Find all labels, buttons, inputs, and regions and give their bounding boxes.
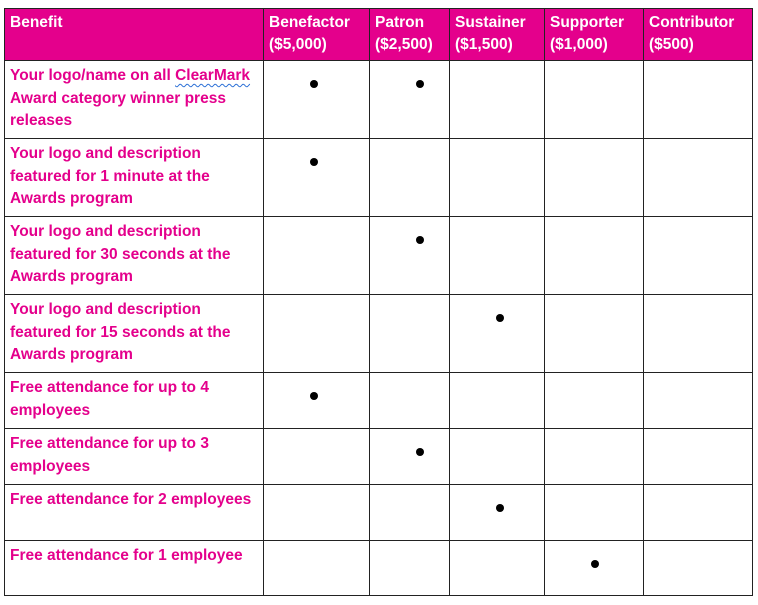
table-row: [5, 541, 753, 596]
benefit-cell: Your logo and description featured for 30 seconds at the Awards program: [5, 217, 264, 295]
tier-cell: [644, 295, 753, 373]
table-row: [5, 429, 753, 485]
bullet-icon: [310, 158, 318, 166]
tier-cell: [370, 295, 450, 373]
benefit-cell: Your logo/name on all ClearMark Award category winner press releases: [5, 61, 264, 139]
tier-cell: [370, 485, 450, 541]
bullet-icon: [416, 236, 424, 244]
bullet-icon: [310, 392, 318, 400]
tier-cell: [644, 429, 753, 485]
tier-cell: [264, 61, 370, 139]
bullet-icon: [310, 80, 318, 88]
header-row: [5, 9, 753, 61]
tier-cell: [545, 485, 644, 541]
table-row: [5, 217, 753, 295]
tier-cell: [370, 541, 450, 596]
tier-cell: [450, 485, 545, 541]
tier-cell: [370, 139, 450, 217]
header-supporter: Supporter ($1,000): [545, 9, 644, 61]
header-patron: Patron ($2,500): [370, 9, 450, 61]
tier-cell: [644, 373, 753, 429]
table-row: [5, 373, 753, 429]
tier-cell: [264, 373, 370, 429]
tier-cell: [264, 217, 370, 295]
table-row: [5, 485, 753, 541]
tier-cell: [644, 139, 753, 217]
tier-cell: [370, 217, 450, 295]
tier-cell: [545, 61, 644, 139]
tier-cell: [545, 429, 644, 485]
tier-cell: [264, 541, 370, 596]
header-benefit: Benefit: [5, 9, 264, 61]
tier-cell: [264, 295, 370, 373]
tier-cell: [545, 217, 644, 295]
tier-cell: [450, 295, 545, 373]
tier-cell: [545, 295, 644, 373]
table-row: [5, 61, 753, 139]
tier-cell: [545, 139, 644, 217]
header-sustainer: Sustainer ($1,500): [450, 9, 545, 61]
benefit-cell: Free attendance for up to 3 employees: [5, 429, 264, 485]
bullet-icon: [496, 314, 504, 322]
tier-cell: [370, 61, 450, 139]
bullet-icon: [496, 504, 504, 512]
benefit-cell: Your logo and description featured for 15 seconds at the Awards program: [5, 295, 264, 373]
tier-cell: [450, 429, 545, 485]
table-row: [5, 139, 753, 217]
sponsorship-benefits-table: [4, 8, 753, 596]
spellcheck-flagged-word: ClearMark: [175, 67, 251, 84]
tier-cell: [264, 429, 370, 485]
tier-cell: [370, 373, 450, 429]
bullet-icon: [416, 448, 424, 456]
tier-cell: [450, 139, 545, 217]
tier-cell: [450, 217, 545, 295]
benefit-cell: Free attendance for up to 4 employees: [5, 373, 264, 429]
tier-cell: [264, 485, 370, 541]
tier-cell: [644, 61, 753, 139]
bullet-icon: [591, 560, 599, 568]
tier-cell: [545, 541, 644, 596]
header-contributor: Contributor ($500): [644, 9, 753, 61]
benefit-cell: Your logo and description featured for 1 minute at the Awards program: [5, 139, 264, 217]
tier-cell: [264, 139, 370, 217]
header-benefactor: Benefactor ($5,000): [264, 9, 370, 61]
tier-cell: [644, 541, 753, 596]
tier-cell: [450, 541, 545, 596]
tier-cell: [370, 429, 450, 485]
benefit-cell: Free attendance for 2 employees: [5, 485, 264, 541]
table-row: [5, 295, 753, 373]
tier-cell: [450, 373, 545, 429]
tier-cell: [644, 217, 753, 295]
benefit-cell: Free attendance for 1 employee: [5, 541, 264, 596]
tier-cell: [450, 61, 545, 139]
tier-cell: [644, 485, 753, 541]
tier-cell: [545, 373, 644, 429]
bullet-icon: [416, 80, 424, 88]
